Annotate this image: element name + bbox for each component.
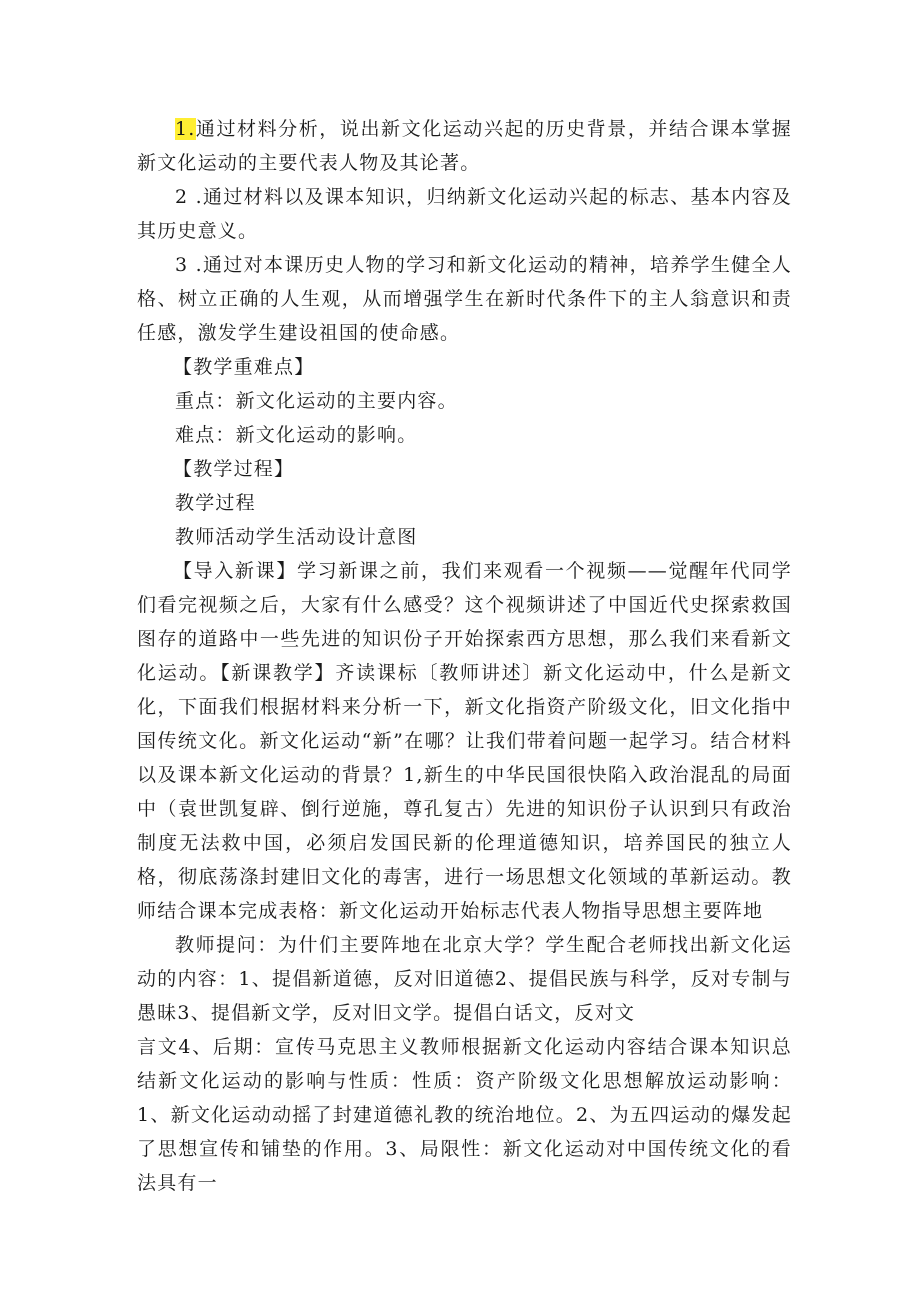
process-heading: 【教学过程】 — [173, 458, 295, 480]
objective-1 — [137, 112, 792, 180]
objective-2: 2 .通过材料以及课本知识，归纳新文化运动兴起的标志、基本内容及其历史意义。 — [137, 186, 792, 242]
table-header-text: 教师活动学生活动设计意图 — [175, 526, 418, 548]
document-body — [137, 112, 792, 1200]
objective-1-text: 通过材料分析，说出新文化运动兴起的历史背景，并结合课本掌握新文化运动的主要代表人物及其论著。 — [137, 118, 792, 174]
key-points-heading: 【教学重难点】 — [173, 356, 315, 378]
key-point-focus: 重点：新文化运动的主要内容。 — [175, 390, 458, 412]
process-paragraph-1: 【导入新课】学习新课之前，我们来观看一个视频——觉醒年代同学们看完视频之后，大家有什么感受？这个视频讲述了中国近代史探索救国图存的道路中一些先进的知识份子开始探索西方思想，那么我们来看新文化运动。【新课教学】齐读课标〔教师讲述〕新文化运动中，什么是新文化，下面我们根据材料来分析一下，新文化指资产阶级文化，旧文化指中国传统文化。新文化运动“新”在哪？让我们带着问题一起学习。结合材料以及课本新文化运动的背景？1,新生的中华民国很快陷入政治混乱的局面中（袁世凯复辟、倒行逆施，尊孔复古）先进的知识份子认识到只有政治制度无法救中国，必须启发国民新的伦理道德知识，培养国民的独立人格，彻底荡涤封建旧文化的毒害，进行一场思想文化领域的革新运动。教师结合课本完成表格：新文化运动开始标志代表人物指导思想主要阵地 — [137, 560, 792, 922]
highlighted-number: 1. — [175, 118, 196, 140]
key-point-difficulty: 难点：新文化运动的影响。 — [175, 424, 418, 446]
process-subheading: 教学过程 — [175, 492, 256, 514]
process-paragraph-2b: 言文4、后期：宣传马克思主义教师根据新文化运动内容结合课本知识总结新文化运动的影响与性质：性质：资产阶级文化思想解放运动影响：1、新文化运动动摇了封建道德礼教的统治地位。2、为五四运动的爆发起了思想宣传和铺垫的作用。3、局限性：新文化运动对中国传统文化的看法具有一 — [137, 1036, 792, 1194]
objective-3: 3 .通过对本课历史人物的学习和新文化运动的精神，培养学生健全人格、树立正确的人生观，从而增强学生在新时代条件下的主人翁意识和责任感，激发学生建设祖国的使命感。 — [137, 254, 792, 344]
process-paragraph-2a: 教师提问：为什们主要阵地在北京大学？学生配合老师找出新文化运动的内容：1、提倡新道德，反对旧道德2、提倡民族与科学，反对专制与愚昧3、提倡新文学，反对旧文学。提倡白话文，反对文 — [137, 934, 792, 1024]
